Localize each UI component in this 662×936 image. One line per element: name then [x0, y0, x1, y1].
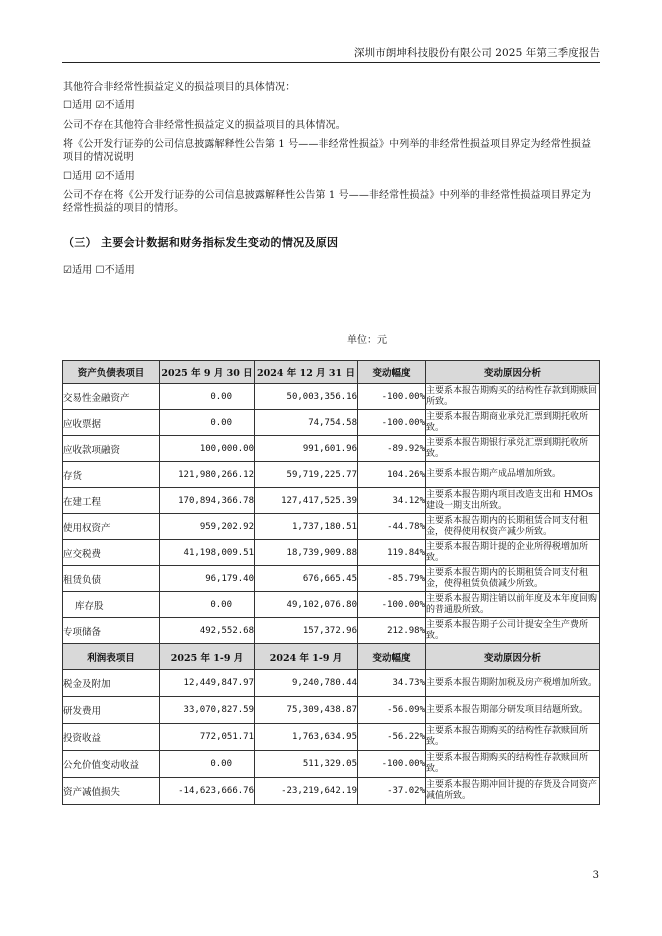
row-change-rate: -56.22%	[358, 724, 426, 751]
balance-table-header	[63, 361, 600, 384]
row-item-name: 交易性金融资产	[63, 384, 160, 410]
row-change-rate: -37.02%	[358, 778, 426, 805]
row-previous-value: 49,102,076.80	[255, 592, 358, 618]
row-item-name: 投资收益	[63, 724, 160, 751]
row-change-reason: 主要系本报告期产成品增加所致。	[426, 462, 600, 488]
row-current-value: 0.00	[160, 410, 255, 436]
table-row	[63, 618, 600, 644]
balance-header-previous-period: 2024 年 12 月 31 日	[255, 361, 358, 384]
row-change-rate: -85.79%	[358, 566, 426, 592]
row-change-reason: 主要系本报告期部分研发项目结题所致。	[426, 697, 600, 724]
row-item-name: 税金及附加	[63, 670, 160, 697]
row-item-name: 库存股	[63, 592, 160, 618]
row-current-value: 772,051.71	[160, 724, 255, 751]
table-row	[63, 540, 600, 566]
section-heading: （三） 主要会计数据和财务指标发生变动的情况及原因	[63, 236, 339, 249]
row-current-value: 959,202.92	[160, 514, 255, 540]
other-items-checkbox-option: ☐适用 ☑不适用	[63, 100, 135, 111]
row-change-reason: 主要系本报告期内的长期租赁合同支付租金，使得租赁负债减少所致。	[426, 566, 600, 592]
row-change-rate: 212.98%	[358, 618, 426, 644]
row-previous-value: 157,372.96	[255, 618, 358, 644]
row-change-reason: 主要系本报告期购买的结构性存款赎回所致。	[426, 751, 600, 778]
row-current-value: 0.00	[160, 384, 255, 410]
row-change-reason: 主要系本报告期商业承兑汇票到期托收所致。	[426, 410, 600, 436]
row-current-value: 0.00	[160, 592, 255, 618]
row-item-name: 资产减值损失	[63, 778, 160, 805]
row-previous-value: 74,754.58	[255, 410, 358, 436]
header-divider	[62, 62, 600, 63]
table-row	[63, 384, 600, 410]
other-items-statement: 公司不存在其他符合非经常性损益定义的损益项目的具体情况。	[63, 120, 346, 131]
income-header-change-rate: 变动幅度	[358, 644, 426, 670]
row-change-rate: 34.12%	[358, 488, 426, 514]
row-item-name: 租赁负债	[63, 566, 160, 592]
row-previous-value: 127,417,525.39	[255, 488, 358, 514]
row-current-value: 170,894,366.78	[160, 488, 255, 514]
table-row	[63, 697, 600, 724]
table-row	[63, 670, 600, 697]
row-current-value: 33,070,827.59	[160, 697, 255, 724]
income-header-reason: 变动原因分析	[426, 644, 600, 670]
row-item-name: 专项储备	[63, 618, 160, 644]
table-row	[63, 462, 600, 488]
row-item-name: 应交税费	[63, 540, 160, 566]
row-item-name: 存货	[63, 462, 160, 488]
table-row	[63, 488, 600, 514]
balance-header-reason: 变动原因分析	[426, 361, 600, 384]
row-change-rate: 34.73%	[358, 670, 426, 697]
income-header-current-period: 2025 年 1-9 月	[160, 644, 255, 670]
row-previous-value: 676,665.45	[255, 566, 358, 592]
row-change-rate: -100.00%	[358, 384, 426, 410]
table-row	[63, 566, 600, 592]
row-current-value: 492,552.68	[160, 618, 255, 644]
row-previous-value: 991,601.96	[255, 436, 358, 462]
row-change-rate: 119.84%	[358, 540, 426, 566]
row-change-rate: 104.26%	[358, 462, 426, 488]
income-header-previous-period: 2024 年 1-9 月	[255, 644, 358, 670]
row-change-reason: 主要系本报告期注销以前年度及本年度回购的普通股所致。	[426, 592, 600, 618]
table-row	[63, 751, 600, 778]
other-items-label: 其他符合非经常性损益定义的损益项目的具体情况：	[63, 82, 296, 93]
row-change-reason: 主要系本报告期附加税及房产税增加所致。	[426, 670, 600, 697]
row-previous-value: 511,329.05	[255, 751, 358, 778]
balance-header-item: 资产负债表项目	[63, 361, 160, 384]
income-table-header	[63, 644, 600, 670]
row-previous-value: -23,219,642.19	[255, 778, 358, 805]
row-item-name: 公允价值变动收益	[63, 751, 160, 778]
row-change-rate: -100.00%	[358, 751, 426, 778]
table-row	[63, 410, 600, 436]
table-row	[63, 778, 600, 805]
row-item-name: 应收票据	[63, 410, 160, 436]
row-current-value: 41,198,009.51	[160, 540, 255, 566]
row-change-rate: -100.00%	[358, 410, 426, 436]
unit-label: 单位：元	[347, 335, 387, 346]
row-change-reason: 主要系本报告期子公司计提安全生产费所致。	[426, 618, 600, 644]
row-change-reason: 主要系本报告期计提的企业所得税增加所致。	[426, 540, 600, 566]
row-previous-value: 1,763,634.95	[255, 724, 358, 751]
row-previous-value: 1,737,180.51	[255, 514, 358, 540]
balance-header-change-rate: 变动幅度	[358, 361, 426, 384]
row-item-name: 使用权资产	[63, 514, 160, 540]
row-change-rate: -100.00%	[358, 592, 426, 618]
row-current-value: 0.00	[160, 751, 255, 778]
table-row	[63, 514, 600, 540]
row-item-name: 应收款项融资	[63, 436, 160, 462]
row-change-reason: 主要系本报告期内的长期租赁合同支付租金，使得使用权资产减少所致。	[426, 514, 600, 540]
report-header-title: 深圳市朗坤科技股份有限公司 2025 年第三季度报告	[354, 47, 600, 59]
row-change-rate: -89.92%	[358, 436, 426, 462]
balance-header-current-period: 2025 年 9 月 30 日	[160, 361, 255, 384]
row-change-reason: 主要系本报告期内项目改造支出和 HMOs 建设一期支出所致。	[426, 488, 600, 514]
page-number: 3	[592, 870, 599, 881]
row-item-name: 在建工程	[63, 488, 160, 514]
row-current-value: 100,000.00	[160, 436, 255, 462]
row-previous-value: 75,309,438.87	[255, 697, 358, 724]
reclassification-checkbox-option: ☐适用 ☑不适用	[63, 171, 135, 182]
row-item-name: 研发费用	[63, 697, 160, 724]
table-row	[63, 436, 600, 462]
financial-changes-table	[62, 360, 600, 805]
section3-checkbox-option: ☑适用 ☐不适用	[63, 265, 135, 276]
row-current-value: 121,980,266.12	[160, 462, 255, 488]
reclassification-statement: 公司不存在将《公开发行证券的公司信息披露解释性公告第 1 号——非经常性损益》中列举的非经常性损益项目界定为经常性损益的项目的情形。	[63, 190, 592, 214]
income-header-item: 利润表项目	[63, 644, 160, 670]
table-row	[63, 592, 600, 618]
row-change-reason: 主要系本报告期银行承兑汇票到期托收所致。	[426, 436, 600, 462]
row-change-reason: 主要系本报告期购买的结构性存款赎回所致。	[426, 724, 600, 751]
table-row	[63, 724, 600, 751]
reclassification-explanation-label: 将《公开发行证券的公司信息披露解释性公告第 1 号——非经常性损益》中列举的非经常性损益项目界定为经常性损益项目的情况说明	[63, 139, 592, 163]
row-previous-value: 18,739,909.88	[255, 540, 358, 566]
row-previous-value: 9,240,780.44	[255, 670, 358, 697]
row-previous-value: 59,719,225.77	[255, 462, 358, 488]
row-change-reason: 主要系本报告期购买的结构性存款到期赎回所致。	[426, 384, 600, 410]
row-change-reason: 主要系本报告期冲回计提的存货及合同资产减值所致。	[426, 778, 600, 805]
row-change-rate: -56.09%	[358, 697, 426, 724]
row-previous-value: 50,003,356.16	[255, 384, 358, 410]
row-change-rate: -44.78%	[358, 514, 426, 540]
row-current-value: 12,449,847.97	[160, 670, 255, 697]
row-current-value: 96,179.40	[160, 566, 255, 592]
row-current-value: -14,623,666.76	[160, 778, 255, 805]
